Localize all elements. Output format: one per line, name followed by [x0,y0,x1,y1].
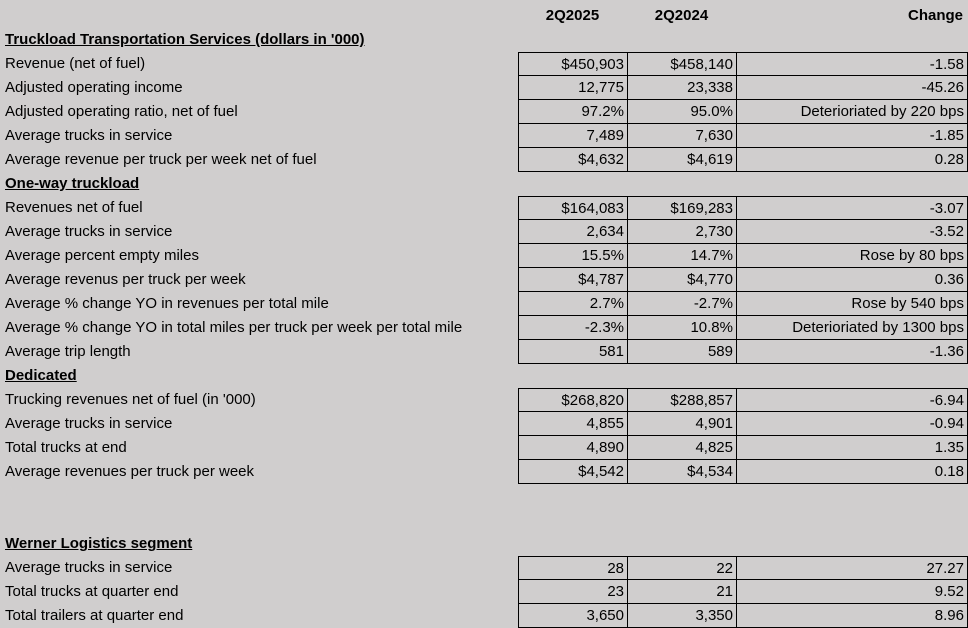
row-label: Trucking revenues net of fuel (in '000) [5,391,256,408]
row-label: Average % change YO in total miles per truck per week per total mile [5,319,463,336]
cell-change: -6.94 [736,388,968,412]
cell-2q2024: $4,619 [627,148,737,172]
cell-2q2024: 4,901 [627,412,737,436]
table-row [0,268,968,292]
cell-change: -1.36 [736,340,968,364]
row-label: Adjusted operating ratio, net of fuel [5,103,238,120]
cell-2q2025: 97.2% [518,100,628,124]
row-label: Average % change YO in revenues per total mile [5,295,329,312]
cell-2q2024: 2,730 [627,220,737,244]
cell-change: 27.27 [736,556,968,580]
cell-2q2025: 2.7% [518,292,628,316]
cell-2q2024: 95.0% [627,100,737,124]
blank-row [0,484,968,532]
section-title-row [0,364,968,388]
row-label: Revenue (net of fuel) [5,55,146,72]
table-row [0,244,968,268]
cell-2q2025: $4,632 [518,148,628,172]
cell-change: -1.85 [736,124,968,148]
cell-2q2025: $450,903 [518,52,628,76]
cell-2q2025: 581 [518,340,628,364]
cell-2q2024: 3,350 [627,604,737,628]
cell-2q2025: $4,542 [518,460,628,484]
cell-2q2025: 4,855 [518,412,628,436]
cell-change: 0.36 [736,268,968,292]
table-row [0,100,968,124]
row-label: Average revenues per truck per week [5,463,255,480]
cell-2q2024: $4,534 [627,460,737,484]
table-body [0,28,968,628]
cell-2q2024: $4,770 [627,268,737,292]
header-change: Change [907,7,963,24]
table-row [0,292,968,316]
table-row [0,412,968,436]
table-row [0,436,968,460]
cell-2q2024: 23,338 [627,76,737,100]
cell-2q2025: 7,489 [518,124,628,148]
cell-change: 0.28 [736,148,968,172]
table-row [0,148,968,172]
row-label: Adjusted operating income [5,79,183,96]
table-row [0,460,968,484]
section-title: One-way truckload [5,175,140,192]
row-label: Average trucks in service [5,559,173,576]
row-label: Revenues net of fuel [5,199,143,216]
section-title: Dedicated [5,367,77,384]
header-2q2025: 2Q2025 [545,7,600,24]
header-row [0,4,968,28]
cell-change: Deterioriated by 1300 bps [736,316,968,340]
cell-change: Rose by 80 bps [736,244,968,268]
cell-2q2025: 23 [518,580,628,604]
table-row [0,388,968,412]
section-title-row [0,28,968,52]
table-row [0,556,968,580]
section-title: Werner Logistics segment [5,535,193,552]
cell-2q2024: 7,630 [627,124,737,148]
cell-change: -3.52 [736,220,968,244]
cell-2q2025: $164,083 [518,196,628,220]
cell-2q2025: 15.5% [518,244,628,268]
spreadsheet [0,4,968,628]
cell-2q2025: $268,820 [518,388,628,412]
header-2q2024: 2Q2024 [654,7,709,24]
table-row [0,316,968,340]
cell-2q2024: 22 [627,556,737,580]
table-row [0,220,968,244]
cell-2q2024: 589 [627,340,737,364]
table-row [0,124,968,148]
cell-2q2025: -2.3% [518,316,628,340]
cell-change: Deterioriated by 220 bps [736,100,968,124]
cell-2q2025: 4,890 [518,436,628,460]
cell-2q2025: $4,787 [518,268,628,292]
table-row [0,52,968,76]
row-label: Average trucks in service [5,415,173,432]
cell-change: -3.07 [736,196,968,220]
table-row [0,604,968,628]
table-row [0,76,968,100]
row-label: Average percent empty miles [5,247,199,264]
cell-change: 8.96 [736,604,968,628]
row-label: Total trucks at quarter end [5,583,179,600]
table-row [0,340,968,364]
row-label: Total trailers at quarter end [5,607,184,624]
cell-2q2024: -2.7% [627,292,737,316]
row-label: Average trip length [5,343,131,360]
cell-change: 0.18 [736,460,968,484]
section-title-row [0,172,968,196]
cell-2q2024: 10.8% [627,316,737,340]
cell-2q2024: $288,857 [627,388,737,412]
cell-2q2024: 4,825 [627,436,737,460]
row-label: Average trucks in service [5,127,173,144]
cell-change: 1.35 [736,436,968,460]
section-title-row [0,532,968,556]
row-label: Average trucks in service [5,223,173,240]
section-title: Truckload Transportation Services (dollars in '000) [5,31,365,48]
cell-change: 9.52 [736,580,968,604]
cell-2q2024: 21 [627,580,737,604]
cell-2q2024: $169,283 [627,196,737,220]
cell-2q2025: 28 [518,556,628,580]
cell-change: Rose by 540 bps [736,292,968,316]
row-label: Total trucks at end [5,439,127,456]
cell-2q2025: 3,650 [518,604,628,628]
cell-2q2025: 2,634 [518,220,628,244]
cell-change: -45.26 [736,76,968,100]
table-row [0,196,968,220]
table-row [0,580,968,604]
cell-2q2024: 14.7% [627,244,737,268]
cell-change: -0.94 [736,412,968,436]
cell-2q2025: 12,775 [518,76,628,100]
row-label: Average revenus per truck per week [5,271,246,288]
cell-2q2024: $458,140 [627,52,737,76]
cell-change: -1.58 [736,52,968,76]
row-label: Average revenue per truck per week net of fuel [5,151,317,168]
